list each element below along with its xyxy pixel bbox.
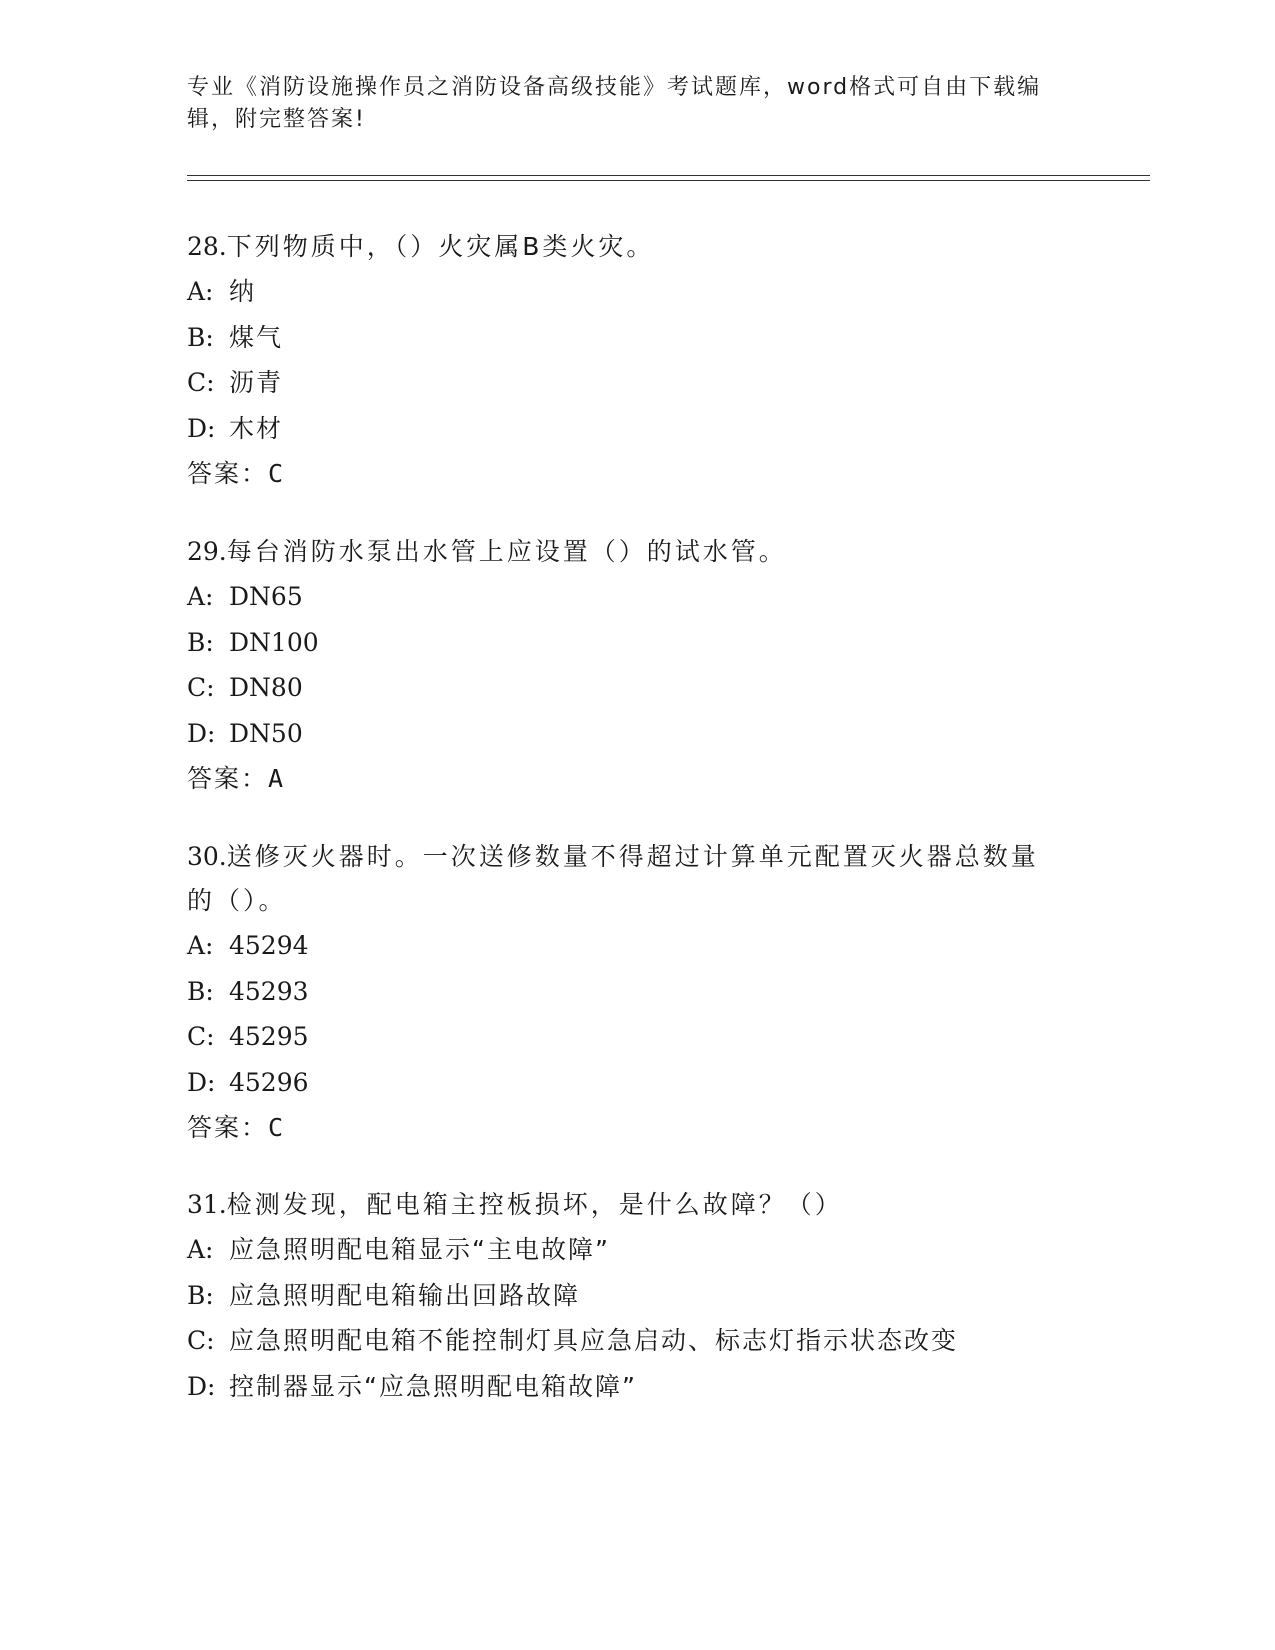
option-letter: D: <box>187 1371 216 1401</box>
option-letter: D: <box>187 1067 216 1097</box>
option-text: 应急照明配电箱不能控制灯具应急启动、标志灯指示状态改变 <box>229 1326 959 1355</box>
answer-value: C <box>268 1113 286 1142</box>
answer-value: A <box>268 764 286 793</box>
option-a <box>187 923 1087 969</box>
option-text: DN65 <box>229 582 303 611</box>
header-line-2: 辑，附完整答案! <box>187 107 366 132</box>
option-text: 应急照明配电箱输出回路故障 <box>229 1280 581 1310</box>
question-30 <box>187 835 1087 1150</box>
answer-label: 答案： <box>187 459 269 488</box>
question-stem <box>187 225 1087 269</box>
question-text: 检测发现，配电箱主控板损坏，是什么故障？（） <box>226 1190 843 1219</box>
option-text: DN100 <box>229 627 319 657</box>
header-rule-bottom <box>187 180 1150 181</box>
document-header <box>187 72 1067 136</box>
option-a <box>187 269 1087 315</box>
option-text: 控制器显示“应急照明配电箱故障” <box>229 1371 637 1401</box>
option-c <box>187 1318 1087 1364</box>
option-b <box>187 620 1087 666</box>
option-letter: A: <box>187 277 214 306</box>
option-d <box>187 711 1087 757</box>
question-text: 送修灭火器时。一次送修数量不得超过计算单元配置灭火器总数量 <box>226 842 1039 871</box>
answer-value: C <box>268 459 286 488</box>
option-letter: A: <box>187 931 214 960</box>
question-stem <box>187 530 1087 574</box>
header-line-1: 专业《消防设施操作员之消防设备高级技能》考试题库，word格式可自由下载编 <box>187 75 1042 100</box>
option-letter: D: <box>187 413 216 443</box>
option-b <box>187 315 1087 361</box>
answer-line <box>187 451 1087 496</box>
option-text: 煤气 <box>229 322 284 352</box>
answer-label: 答案： <box>187 1113 269 1142</box>
answer-label: 答案： <box>187 764 269 793</box>
option-a <box>187 574 1087 620</box>
option-letter: C: <box>187 673 215 702</box>
option-text: 木材 <box>229 413 284 443</box>
option-letter: B: <box>187 627 214 657</box>
option-letter: C: <box>187 1022 215 1051</box>
option-letter: A: <box>187 582 214 611</box>
header-rule-top <box>187 175 1150 176</box>
option-text: 纳 <box>229 277 257 306</box>
option-letter: C: <box>187 368 215 397</box>
option-d <box>187 1364 1087 1410</box>
question-stem <box>187 835 1087 879</box>
option-letter: B: <box>187 1280 214 1310</box>
option-d <box>187 406 1087 452</box>
option-d <box>187 1060 1087 1106</box>
option-text: DN50 <box>229 718 303 748</box>
option-b <box>187 969 1087 1015</box>
option-c <box>187 1014 1087 1060</box>
option-text: 45293 <box>229 976 309 1006</box>
option-letter: C: <box>187 1326 215 1355</box>
option-letter: A: <box>187 1235 214 1264</box>
option-a <box>187 1227 1087 1273</box>
question-number: 30. <box>187 842 227 871</box>
option-letter: D: <box>187 718 216 748</box>
option-text: DN80 <box>229 673 303 702</box>
option-text: 沥青 <box>229 368 284 397</box>
option-b <box>187 1273 1087 1319</box>
question-stem-continued: 的（）。 <box>187 886 287 915</box>
answer-line <box>187 1105 1087 1150</box>
question-number: 29. <box>187 537 227 566</box>
question-text: 下列物质中，（）火灾属B类火灾。 <box>226 232 655 261</box>
question-stem <box>187 1183 1087 1227</box>
option-letter: B: <box>187 322 214 352</box>
option-c <box>187 665 1087 711</box>
option-c <box>187 360 1087 406</box>
option-text: 45294 <box>229 931 309 960</box>
question-28 <box>187 225 1087 496</box>
question-number: 28. <box>187 232 227 261</box>
option-text: 应急照明配电箱显示“主电故障” <box>229 1235 610 1264</box>
option-letter: B: <box>187 976 214 1006</box>
question-31 <box>187 1183 1087 1409</box>
answer-line <box>187 756 1087 801</box>
question-text: 每台消防水泵出水管上应设置（）的试水管。 <box>226 537 787 566</box>
option-text: 45295 <box>229 1022 309 1051</box>
question-number: 31. <box>187 1190 227 1219</box>
question-29 <box>187 530 1087 801</box>
option-text: 45296 <box>229 1067 309 1097</box>
